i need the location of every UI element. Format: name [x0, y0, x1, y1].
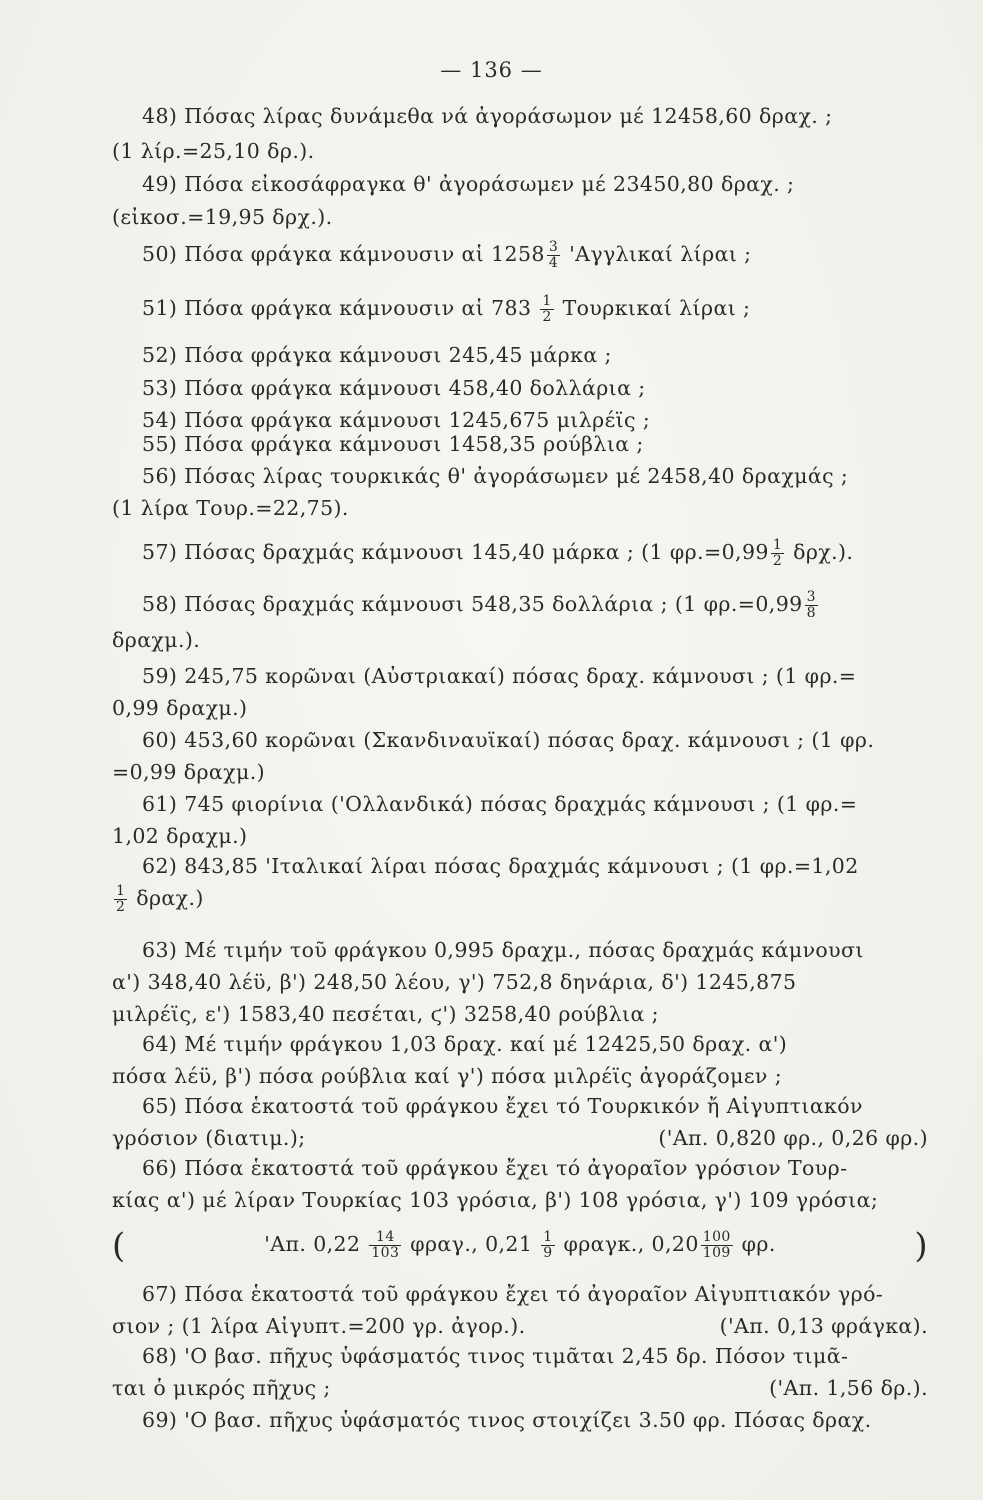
problem-48-line-2: (1 λίρ.=25,10 δρ.). [112, 139, 315, 163]
problem-63-line-2: α') 348,40 λέϋ, β') 248,50 λέου, γ') 752,8 δηνάρια, δ') 1245,875 [112, 970, 797, 994]
problem-63-line-3: μιλρέϊς, ε') 1583,40 πεσέται, ϛ') 3258,40 ρούβλια ; [112, 1002, 659, 1026]
problem-67-text: σιον ; (1 λίρα Αἰγυπτ.=200 γρ. ἀγορ.). [112, 1314, 526, 1338]
fraction [701, 1230, 733, 1261]
problem-63-line-1: 63) Μέ τιμήν τοῦ φράγκου 0,995 δραχμ., πόσας δραχμάς κάμνουσι [142, 938, 864, 962]
problem-51-text-a: 51) Πόσα φράγκα κάμνουσιν αἱ 783 [142, 296, 539, 320]
problem-69-line-1: 69) 'Ο βασ. πῆχυς ὑφάσματός τινος στοιχίζει 3.50 φρ. Πόσας δραχ. [142, 1408, 872, 1432]
problem-68-answer: ('Απ. 1,56 δρ.). [769, 1376, 928, 1400]
problem-60-line-2: =0,99 δραχμ.) [112, 760, 266, 784]
fraction [114, 884, 127, 915]
answer-text-c: φραγκ., 0,20 [556, 1232, 699, 1256]
fraction-numerator: 14 [376, 1229, 395, 1245]
right-paren: ) [914, 1225, 928, 1266]
problem-67-line-1: 67) Πόσα ἑκατοστά τοῦ φράγκου ἔχει τό ἀγοραῖον Αἰγυπτιακόν γρό- [142, 1282, 884, 1306]
problem-54: 54) Πόσα φράγκα κάμνουσι 1245,675 μιλρέϊς ; [142, 408, 651, 432]
fraction-numerator: 100 [702, 1229, 731, 1245]
answer-content [264, 1230, 776, 1261]
answer-text-d: φρ. [734, 1232, 776, 1256]
problem-64-line-2: πόσα λέϋ, β') πόσα ρούβλια καί γ') πόσα μιλρέϊς ἀγοράζομεν ; [112, 1064, 782, 1088]
problem-59-line-2: 0,99 δραχμ.) [112, 696, 248, 720]
left-paren: ( [112, 1225, 126, 1266]
problem-68-text: ται ὁ μικρός πῆχυς ; [112, 1376, 331, 1400]
problem-58-text-a: 58) Πόσας δραχμάς κάμνουσι 548,35 δολλάρια ; (1 φρ.=0,99 [142, 592, 803, 616]
problem-58-line-2: δραχμ.). [112, 628, 201, 652]
problem-55: 55) Πόσα φράγκα κάμνουσι 1458,35 ρούβλια ; [142, 432, 644, 456]
fraction [547, 240, 560, 271]
fraction-denominator: 2 [116, 899, 126, 915]
problem-62-text-b: δραχ.) [129, 886, 204, 910]
problem-65-line-2 [112, 1124, 928, 1152]
fraction [805, 590, 818, 621]
fraction-denominator: 4 [548, 255, 559, 271]
problem-52: 52) Πόσα φράγκα κάμνουσι 245,45 μάρκα ; [142, 343, 612, 367]
fraction-numerator: 1 [116, 883, 126, 899]
fraction-denominator: 109 [702, 1245, 731, 1261]
fraction-denominator: 8 [806, 605, 816, 621]
problem-50-text-a: 50) Πόσα φράγκα κάμνουσιν αἱ 1258 [142, 242, 545, 266]
fraction [541, 1230, 554, 1261]
problem-58 [142, 590, 928, 621]
problem-50 [142, 240, 928, 271]
problem-49-line-2: (εἰκοσ.=19,95 δρχ.). [112, 205, 333, 229]
problem-67-answer: ('Απ. 0,13 φράγκα). [719, 1314, 928, 1338]
answer-text-a: 'Απ. 0,22 [264, 1232, 361, 1256]
problem-67-line-2 [112, 1312, 928, 1340]
problem-59-line-1: 59) 245,75 κορῶναι (Αὐστριακαί) πόσας δραχ. κάμνουσι ; (1 φρ.= [142, 664, 857, 688]
problem-62-line-2 [112, 884, 928, 915]
problem-60-line-1: 60) 453,60 κορῶναι (Σκανδιναυϊκαί) πόσας δραχ. κάμνουσι ; (1 φρ. [142, 728, 875, 752]
problem-61-line-1: 61) 745 φιορίνια ('Ολλανδικά) πόσας δραχμάς κάμνουσι ; (1 φρ.= [142, 792, 858, 816]
fraction-numerator: 3 [806, 589, 816, 605]
problem-56-line-2: (1 λίρα Τουρ.=22,75). [112, 496, 349, 520]
problem-61-line-2: 1,02 δραχμ.) [112, 824, 248, 848]
problem-64-line-1: 64) Μέ τιμήν φράγκου 1,03 δραχ. καί μέ 12425,50 δραχ. α') [142, 1032, 788, 1056]
fraction-denominator: 2 [772, 553, 783, 569]
fraction-numerator: 1 [542, 293, 552, 309]
fraction-numerator: 1 [772, 537, 783, 553]
fraction-denominator: 2 [542, 309, 552, 325]
problem-65-text: γρόσιον (διατιμ.); [112, 1126, 306, 1150]
fraction [540, 294, 553, 325]
fraction-denominator: 103 [371, 1245, 400, 1261]
problem-51 [142, 294, 928, 325]
problem-66-line-2: κίας α') μέ λίραν Τουρκίας 103 γρόσια, β') 108 γρόσια, γ') 109 γρόσια; [112, 1188, 879, 1212]
problem-68-line-1: 68) 'Ο βασ. πῆχυς ὑφάσματός τινος τιμᾶται 2,45 δρ. Πόσον τιμᾶ- [142, 1344, 849, 1368]
problem-66-line-1: 66) Πόσα ἑκατοστά τοῦ φράγκου ἔχει τό ἀγοραῖον γρόσιον Τουρ- [142, 1156, 848, 1180]
problem-65-answer: ('Απ. 0,820 φρ., 0,26 φρ.) [658, 1126, 928, 1150]
problem-68-line-2 [112, 1374, 928, 1402]
fraction-denominator: 9 [543, 1245, 553, 1261]
problem-48-line-1: 48) Πόσας λίρας δυνάμεθα νά ἀγοράσωμον μέ 12458,60 δραχ. ; [142, 104, 833, 128]
fraction-numerator: 1 [543, 1229, 553, 1245]
problem-56-line-1: 56) Πόσας λίρας τουρκικάς θ' ἀγοράσωμεν μέ 2458,40 δραχμάς ; [142, 464, 849, 488]
problem-57-text-b: δρχ.). [786, 540, 854, 564]
problem-49-line-1: 49) Πόσα εἰκοσάφραγκα θ' ἀγοράσωμεν μέ 23450,80 δραχ. ; [142, 172, 795, 196]
problem-57 [142, 538, 928, 569]
problem-62-line-1: 62) 843,85 'Ιταλικαί λίραι πόσας δραχμάς κάμνουσι ; (1 φρ.=1,02 [142, 854, 859, 878]
fraction [771, 538, 784, 569]
problem-51-text-b: Τουρκικαί λίραι ; [555, 296, 751, 320]
problem-65-line-1: 65) Πόσα ἑκατοστά τοῦ φράγκου ἔχει τό Τουρκικόν ἤ Αἰγυπτιακόν [142, 1094, 863, 1118]
problem-57-text-a: 57) Πόσας δραχμάς κάμνουσι 145,40 μάρκα ; (1 φρ.=0,99 [142, 540, 769, 564]
answer-text-b: φραγ., 0,21 [403, 1232, 540, 1256]
problem-50-text-b: 'Αγγλικαί λίραι ; [562, 242, 752, 266]
fraction-numerator: 3 [548, 239, 559, 255]
problem-53: 53) Πόσα φράγκα κάμνουσι 458,40 δολλάρια ; [142, 376, 646, 400]
page-number: — 136 — [440, 58, 543, 82]
fraction [369, 1230, 401, 1261]
problem-66-answer [112, 1225, 928, 1266]
